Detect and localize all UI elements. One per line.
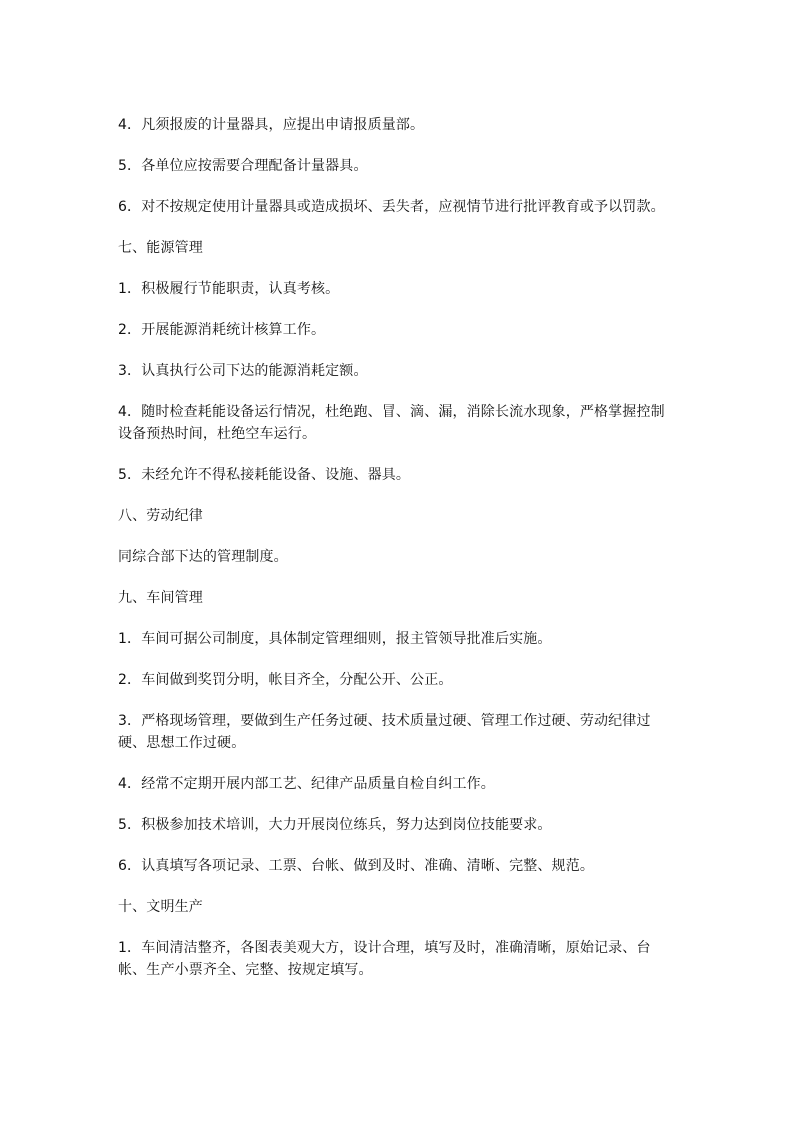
paragraph-measuring-scrap: 4．凡须报废的计量器具，应提出申请报质量部。 bbox=[118, 117, 425, 133]
paragraph-workshop-2: 2．车间做到奖罚分明，帐目齐全，分配公开、公正。 bbox=[118, 672, 453, 688]
paragraph-energy-3: 3．认真执行公司下达的能源消耗定额。 bbox=[118, 363, 368, 379]
paragraph-energy-2: 2．开展能源消耗统计核算工作。 bbox=[118, 322, 326, 338]
paragraph-civilized-production-1: 1．车间清洁整齐，各图表美观大方，设计合理，填写及时，准确清晰，原始记录、台帐、生产小票齐全、完整、按规定填写。 bbox=[118, 940, 651, 978]
paragraph-workshop-5: 5．积极参加技术培训，大力开展岗位练兵，努力达到岗位技能要求。 bbox=[118, 817, 552, 833]
paragraph-workshop-1: 1．车间可据公司制度，具体制定管理细则，报主管领导批准后实施。 bbox=[118, 631, 552, 647]
section-heading-workshop: 九、车间管理 bbox=[118, 590, 203, 606]
paragraph-workshop-4: 4．经常不定期开展内部工艺、纪律产品质量自检自纠工作。 bbox=[118, 776, 495, 792]
paragraph-measuring-penalty: 6．对不按规定使用计量器具或造成损坏、丢失者，应视情节进行批评教育或予以罚款。 bbox=[118, 199, 665, 215]
section-heading-discipline: 八、劳动纪律 bbox=[118, 508, 203, 524]
paragraph-measuring-equip: 5．各单位应按需要合理配备计量器具。 bbox=[118, 158, 368, 174]
document-page bbox=[118, 114, 678, 1000]
paragraph-energy-4: 4．随时检查耗能设备运行情况，杜绝跑、冒、滴、漏，消除长流水现象，严格掌握控制设备预热时间，杜绝空车运行。 bbox=[118, 404, 665, 442]
paragraph-workshop-3: 3．严格现场管理，要做到生产任务过硬、技术质量过硬、管理工作过硬、劳动纪律过硬、思想工作过硬。 bbox=[118, 713, 651, 751]
paragraph-discipline: 同综合部下达的管理制度。 bbox=[118, 549, 288, 565]
paragraph-energy-1: 1．积极履行节能职责，认真考核。 bbox=[118, 281, 340, 297]
paragraph-energy-5: 5．未经允许不得私接耗能设备、设施、器具。 bbox=[118, 467, 411, 483]
paragraph-workshop-6: 6．认真填写各项记录、工票、台帐、做到及时、准确、清晰、完整、规范。 bbox=[118, 858, 595, 874]
section-heading-energy: 七、能源管理 bbox=[118, 240, 203, 256]
section-heading-civilized-production: 十、文明生产 bbox=[118, 899, 203, 915]
